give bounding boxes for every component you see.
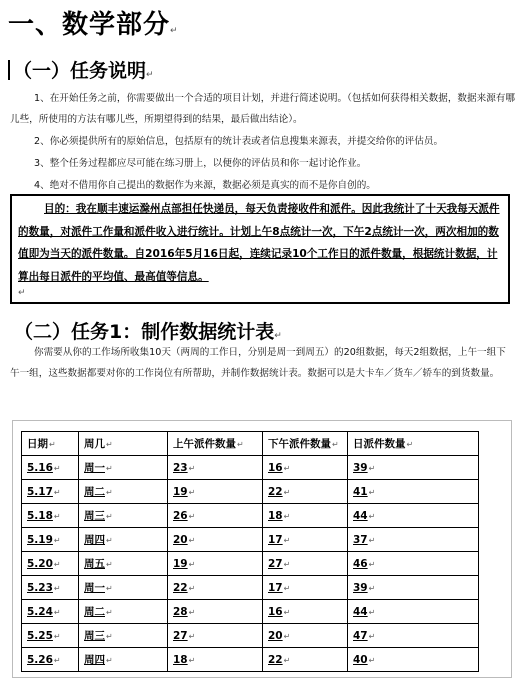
cell-morning: 28↵	[168, 600, 263, 624]
cell-daily: 44↵	[348, 504, 479, 528]
cell-daily: 37↵	[348, 528, 479, 552]
cell-weekday: 周三↵	[79, 624, 168, 648]
cell-morning: 19↵	[168, 552, 263, 576]
table-frame	[12, 420, 512, 678]
cell-morning: 20↵	[168, 528, 263, 552]
paragraph-mark: ↵	[18, 288, 26, 298]
section2-intro: 你需要从你的工作场所收集10天（两周的工作日，分别是周一到周五）的20组数据，每天2组数据，上午一组下午一组，这些数据都要对你的工作岗位有所帮助，并制作数据统计表。数据可以是大卡车／货车／轿车的到货数量。	[10, 347, 506, 379]
table-header-row	[22, 432, 479, 456]
cell-morning: 23↵	[168, 456, 263, 480]
cell-morning: 22↵	[168, 576, 263, 600]
header-weekday: 周几↵	[79, 432, 168, 456]
cell-date: 5.20↵	[22, 552, 79, 576]
instruction-item-2: 2、你必须提供所有的原始信息，包括原有的统计表或者信息搜集来源表，并提交给你的评估员。	[34, 136, 444, 147]
cell-daily: 41↵	[348, 480, 479, 504]
table-row	[22, 456, 479, 480]
cell-afternoon: 16↵	[263, 456, 348, 480]
cell-weekday: 周二↵	[79, 600, 168, 624]
cell-morning: 18↵	[168, 648, 263, 672]
cell-daily: 44↵	[348, 600, 479, 624]
table-row	[22, 504, 479, 528]
cell-morning: 19↵	[168, 480, 263, 504]
instruction-item-4: 4、绝对不借用你自己提出的数据作为来源，数据必须是真实的而不是你自创的。	[34, 180, 376, 191]
cell-weekday: 周四↵	[79, 528, 168, 552]
cell-morning: 26↵	[168, 504, 263, 528]
cell-morning: 27↵	[168, 624, 263, 648]
cell-date: 5.23↵	[22, 576, 79, 600]
cell-afternoon: 27↵	[263, 552, 348, 576]
cell-afternoon: 17↵	[263, 528, 348, 552]
purpose-text: 目的：我在顺丰速运滁州点部担任快递员，每天负责接收件和派件。因此我统计了十天我每天派件的数量，对派件工作量和派件收入进行统计。计划上午8点统计一次，下午2点统计一次，两次相加的数值即为当天的派件数量。自2016年5月16日起，连续记录10个工作日的派件数量，根据统计数据，计算出每日派件的平均值、最高值等信息。	[18, 203, 500, 283]
cell-afternoon: 22↵	[263, 648, 348, 672]
cell-weekday: 周三↵	[79, 504, 168, 528]
page-title: 一、数学部分↵	[8, 10, 179, 40]
cell-daily: 39↵	[348, 456, 479, 480]
header-afternoon: 下午派件数量↵	[263, 432, 348, 456]
cell-weekday: 周四↵	[79, 648, 168, 672]
cell-date: 5.19↵	[22, 528, 79, 552]
cell-date: 5.24↵	[22, 600, 79, 624]
cell-daily: 46↵	[348, 552, 479, 576]
cell-afternoon: 20↵	[263, 624, 348, 648]
cell-afternoon: 16↵	[263, 600, 348, 624]
table-row	[22, 624, 479, 648]
cell-weekday: 周一↵	[79, 576, 168, 600]
cell-weekday: 周一↵	[79, 456, 168, 480]
section1-heading: （一）任务说明↵	[8, 56, 154, 83]
header-morning: 上午派件数量↵	[168, 432, 263, 456]
header-date: 日期↵	[22, 432, 79, 456]
dispatch-table	[21, 431, 479, 672]
header-daily: 日派件数量↵	[348, 432, 479, 456]
cell-date: 5.17↵	[22, 480, 79, 504]
instruction-item-3: 3、整个任务过程都应尽可能在练习册上，以便你的评估员和你一起讨论作业。	[34, 158, 367, 169]
cell-daily: 40↵	[348, 648, 479, 672]
table-row	[22, 600, 479, 624]
text-cursor	[8, 60, 10, 80]
table-row	[22, 480, 479, 504]
table-row	[22, 528, 479, 552]
cell-afternoon: 18↵	[263, 504, 348, 528]
cell-afternoon: 17↵	[263, 576, 348, 600]
section2-heading: （二）任务1：制作数据统计表↵	[14, 321, 282, 343]
purpose-box	[10, 194, 510, 304]
table-row	[22, 576, 479, 600]
cell-weekday: 周二↵	[79, 480, 168, 504]
cell-date: 5.26↵	[22, 648, 79, 672]
table-row	[22, 648, 479, 672]
instruction-item-1: 1、在开始任务之前，你需要做出一个合适的项目计划，并进行简述说明。（包括如何获得相关数据，数据来源有哪儿些，所使用的方法有哪儿些，所期望得到的结果，最后做出结论）。	[10, 93, 515, 125]
cell-daily: 39↵	[348, 576, 479, 600]
cell-daily: 47↵	[348, 624, 479, 648]
cell-date: 5.16↵	[22, 456, 79, 480]
cell-afternoon: 22↵	[263, 480, 348, 504]
table-row	[22, 552, 479, 576]
cell-date: 5.25↵	[22, 624, 79, 648]
cell-weekday: 周五↵	[79, 552, 168, 576]
cell-date: 5.18↵	[22, 504, 79, 528]
